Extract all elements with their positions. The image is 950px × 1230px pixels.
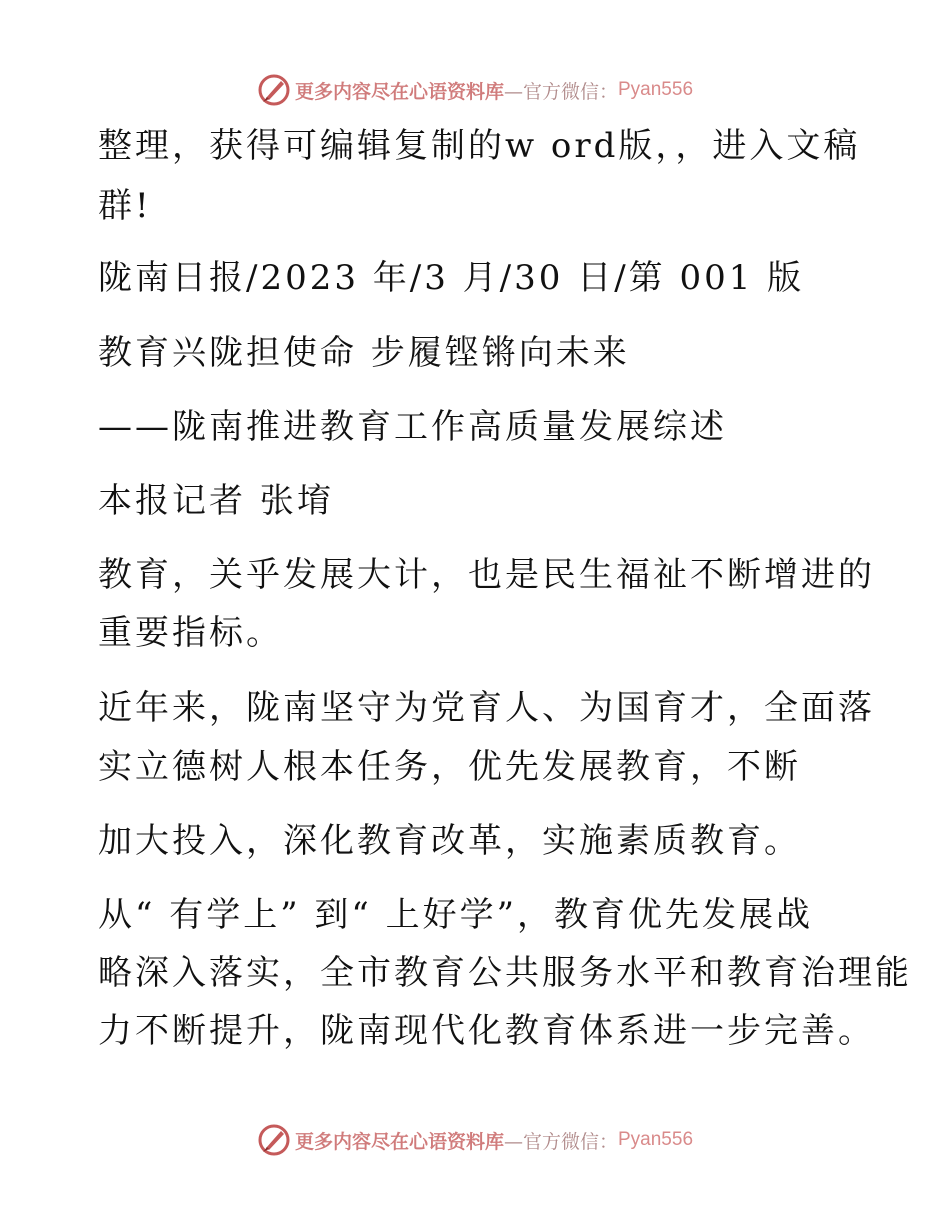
paragraph-2-line-1: 近年来，陇南坚守为党育人、为国育才，全面落 <box>98 688 875 728</box>
paragraph-4-line-1: 从“ 有学上” 到“ 上好学”，教育优先发展战 <box>98 895 813 935</box>
quill-pen-logo-icon <box>257 73 291 107</box>
paragraph-2-line-2: 实立德树人根本任务，优先发展教育，不断 <box>98 747 801 787</box>
intro-line-2: 群! <box>98 186 152 226</box>
byline-name: 堉 <box>296 481 334 521</box>
byline <box>98 481 334 521</box>
source-line: 陇南日报/2023 年/3 月/30 日/第 001 版 <box>98 258 805 298</box>
paragraph-1-line-2: 重要指标。 <box>98 613 283 653</box>
paragraph-1-line-1: 教育，关乎发展大计，也是民生福祉不断增进的 <box>98 555 875 595</box>
banner-main-text: 更多内容尽在心语资料库 <box>294 80 504 103</box>
paragraph-4-line-2: 略深入落实，全市教育公共服务水平和教育治理能 <box>98 953 912 993</box>
header-watermark <box>0 70 950 110</box>
banner-dash-text: —官方微信： <box>503 80 618 103</box>
banner-main-text: 更多内容尽在心语资料库 <box>294 1130 504 1153</box>
article-title: 教育兴陇担使命 步履铿锵向未来 <box>98 333 630 373</box>
article-subtitle: ——陇南推进教育工作高质量发展综述 <box>98 407 727 447</box>
footer-watermark <box>0 1120 950 1160</box>
banner-wechat-id: Pyan556 <box>618 79 694 100</box>
byline-label: 本报记者 张 <box>98 481 297 521</box>
banner-dash-text: —官方微信： <box>503 1130 618 1153</box>
quill-pen-logo-icon <box>257 1123 291 1157</box>
paragraph-3-line-1: 加大投入，深化教育改革，实施素质教育。 <box>98 821 801 861</box>
paragraph-4-line-3: 力不断提升，陇南现代化教育体系进一步完善。 <box>98 1011 875 1051</box>
banner-wechat-id: Pyan556 <box>618 1129 694 1150</box>
intro-line-1: 整理，获得可编辑复制的w ord版，，进入文稿 <box>98 126 861 166</box>
